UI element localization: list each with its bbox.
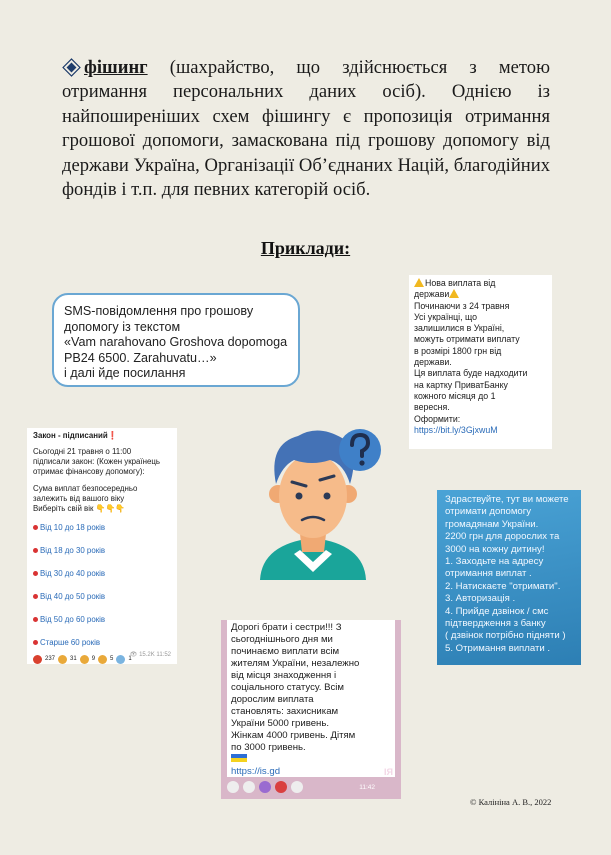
card-line: залежить від вашого віку <box>33 494 125 503</box>
term-phishing: фішинг <box>84 57 148 78</box>
card-line: Ця виплата буде надходити <box>414 368 528 379</box>
pin-icon <box>33 617 38 622</box>
pin-icon <box>33 571 38 576</box>
scam-card-help-citizens <box>437 490 581 665</box>
age-option[interactable]: Старше 60 років <box>33 638 171 652</box>
warning-icon <box>449 289 459 298</box>
scam-card-new-payment <box>409 275 552 449</box>
card-line: по 3000 гривень. <box>231 742 306 753</box>
card-line: від місця знаходження і <box>231 670 337 681</box>
age-option[interactable]: Від 10 до 18 років <box>33 523 171 546</box>
sms-description-bubble <box>52 293 300 387</box>
reaction-icon <box>275 781 287 793</box>
age-option[interactable]: Від 40 до 50 років <box>33 592 171 615</box>
age-option[interactable]: Від 18 до 30 років <box>33 546 171 569</box>
card-line: отримати допомогу <box>445 506 532 518</box>
copyright: © Калініна А. В., 2022 <box>470 797 552 807</box>
reaction-icon <box>259 781 271 793</box>
sms-line: SMS-повідомлення про грошову <box>64 304 254 318</box>
card-line: Сума виплат безпосередньо <box>33 484 138 493</box>
card-line: 3000 на кожну дитину! <box>445 543 545 555</box>
pin-icon <box>33 594 38 599</box>
watermark: ІЯ <box>384 767 393 777</box>
warning-icon <box>414 278 424 287</box>
card-line: Усі українці, що <box>414 311 478 322</box>
age-option[interactable]: Від 50 до 60 років <box>33 615 171 638</box>
scam-link[interactable]: https://bit.ly/3GjxwuM <box>414 424 498 435</box>
thumbs-up-reaction-icon <box>58 655 67 664</box>
card-line: отримання виплат . <box>445 568 532 580</box>
pin-icon <box>33 525 38 530</box>
thinking-reaction-icon <box>98 655 107 664</box>
laugh-reaction-icon <box>80 655 89 664</box>
card-line: становлять: захисникам <box>231 706 339 717</box>
card-line: Сьогодні 21 травня о 11:00 <box>33 447 132 456</box>
scam-link[interactable]: https://is.gd <box>231 766 281 777</box>
card-line: 1. Заходьте на адресу <box>445 556 544 568</box>
card-line: дорослим виплата <box>231 694 314 705</box>
card-line: кожного місяця до 1 <box>414 390 496 401</box>
card-line: 2. Натискаєте "отримати". <box>445 580 561 592</box>
card-line: Нова виплата від <box>425 278 496 288</box>
reaction-icon <box>227 781 239 793</box>
scream-reaction-icon <box>116 655 125 664</box>
card-line: жителям України, незалежно <box>231 658 360 669</box>
card-line: Здраствуйте, тут ви можете <box>445 494 569 505</box>
card-line: соціального статусу. Всім <box>231 682 345 693</box>
pin-icon <box>33 548 38 553</box>
sms-line: допомогу із текстом <box>64 319 181 334</box>
card-line: громадянам України. <box>445 518 539 530</box>
view-count: 👁 15.2K 11:52 <box>129 652 171 658</box>
card-line: Починаючи з 24 травня <box>414 300 510 311</box>
card-line: починаємо виплати всім <box>231 646 340 657</box>
card-line: Виберіть свій вік 👇👇👇 <box>33 504 126 513</box>
card-line: держави <box>414 289 450 300</box>
card-line: отримає фінансову допомогу): <box>33 467 145 476</box>
card-line: підписали закон: (Кожен українець <box>33 457 161 466</box>
message-time: 11:42 <box>359 784 375 791</box>
card-line: держави. <box>414 357 452 368</box>
card-line: сьогоднішнього дня ми <box>231 634 333 645</box>
sms-line: і далі йде посилання <box>64 366 186 380</box>
confused-person-illustration <box>238 420 388 580</box>
card-line: Дорогі брати і сестри!!! З <box>231 622 342 633</box>
card-line: 4. Прийде дзвінок / смс <box>445 605 549 617</box>
sms-line: PB24 6500. Zarahuvatu…» <box>64 350 217 365</box>
reactions-bar: 237 31 9 5 1 <box>33 654 171 664</box>
card-title: Закон - підписаний❗ <box>33 431 118 440</box>
card-line: України 5000 гривень. <box>231 718 330 729</box>
scam-card-law-signed <box>27 428 177 664</box>
card-line: 3. Авторизація . <box>445 593 516 605</box>
card-line: ( дзвінок потрібно підняти ) <box>445 630 566 642</box>
card-line: можуть отримати виплату <box>414 334 520 345</box>
diamond-bullet-icon <box>62 59 80 77</box>
card-line: Оформити: <box>414 413 461 424</box>
pin-icon <box>33 640 38 645</box>
card-line: вересня. <box>414 402 450 413</box>
examples-heading: Приклади: <box>260 238 351 258</box>
ukraine-flag-icon <box>231 754 247 762</box>
card-line: підтвердження з банку <box>445 618 546 630</box>
card-line: залишилися в Україні, <box>414 323 505 334</box>
intro-text: (шахрайство, що здійснюється з метою отримання персональних даних осіб). Однією із найпоширеніших схем фішингу є пропозиція отримання грошової допомоги, замаскована під грошову допомогу від держави Україна, Організації Об’єднаних Націй, благодійних фондів і т.п. для певних категорій осіб. <box>62 57 550 201</box>
reaction-icon <box>291 781 303 793</box>
age-option[interactable]: Від 30 до 40 років <box>33 569 171 592</box>
sms-line: «Vam narahovano Groshova dopomoga <box>64 335 288 349</box>
card-line: 5. Отримання виплати . <box>445 642 551 654</box>
intro-paragraph <box>62 56 550 202</box>
card-line: Жінкам 4000 гривень. Дітям <box>231 730 356 741</box>
card-line: на картку ПриватБанку <box>414 379 508 390</box>
card-line: в розмірі 1800 грн від <box>414 345 502 356</box>
card-line: 2200 грн для дорослих та <box>445 531 560 543</box>
reaction-icon <box>243 781 255 793</box>
scam-card-dear-brothers <box>221 620 401 799</box>
angry-reaction-icon <box>33 655 42 664</box>
